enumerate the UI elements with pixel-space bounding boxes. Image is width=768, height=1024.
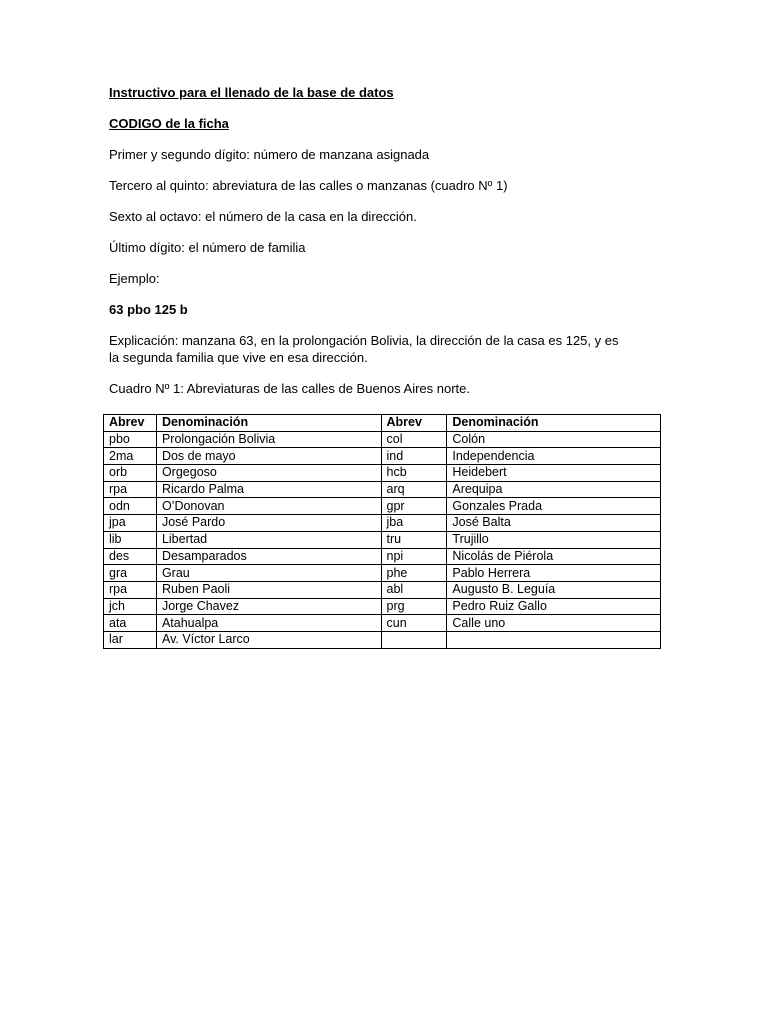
header-abrev-2: Abrev <box>381 415 447 432</box>
instruction-line-2: Tercero al quinto: abreviatura de las calles o manzanas (cuadro Nº 1) <box>109 178 508 193</box>
cell-denominacion: O’Donovan <box>156 498 381 515</box>
table-row <box>104 448 661 465</box>
cell-denominacion: Gonzales Prada <box>447 498 661 515</box>
cell-denominacion: Independencia <box>447 448 661 465</box>
cell-abrev: odn <box>104 498 157 515</box>
cell-abrev: lar <box>104 631 157 648</box>
cell-abrev: phe <box>381 565 447 582</box>
cell-abrev: pbo <box>104 431 157 448</box>
cell-denominacion: Heidebert <box>447 465 661 482</box>
table-row <box>104 581 661 598</box>
cell-denominacion: Atahualpa <box>156 615 381 632</box>
cell-abrev: col <box>381 431 447 448</box>
codigo-heading: CODIGO de la ficha <box>109 116 229 131</box>
instruction-line-3: Sexto al octavo: el número de la casa en la dirección. <box>109 209 417 224</box>
cell-abrev: rpa <box>104 481 157 498</box>
cell-abrev: jch <box>104 598 157 615</box>
cell-denominacion: Dos de mayo <box>156 448 381 465</box>
explanation-text: Explicación: manzana 63, en la prolongación Bolivia, la dirección de la casa es 125, y es la segunda familia que vive en esa dirección. <box>109 333 619 365</box>
table-row <box>104 465 661 482</box>
table-row <box>104 531 661 548</box>
cell-denominacion: Ricardo Palma <box>156 481 381 498</box>
header-denominacion-2: Denominación <box>447 415 661 432</box>
table-body <box>104 431 661 648</box>
document-body <box>109 84 669 397</box>
instruction-line-4: Último dígito: el número de familia <box>109 240 306 255</box>
table-row <box>104 615 661 632</box>
table-header-row <box>104 415 661 432</box>
cell-abrev: ata <box>104 615 157 632</box>
cell-denominacion: Nicolás de Piérola <box>447 548 661 565</box>
cell-abrev: lib <box>104 531 157 548</box>
cell-abrev: orb <box>104 465 157 482</box>
cell-denominacion: Colón <box>447 431 661 448</box>
cell-denominacion: Calle uno <box>447 615 661 632</box>
cell-denominacion: Trujillo <box>447 531 661 548</box>
cell-denominacion: José Pardo <box>156 515 381 532</box>
abbreviations-table <box>103 414 661 649</box>
cell-denominacion: Libertad <box>156 531 381 548</box>
header-denominacion-1: Denominación <box>156 415 381 432</box>
cell-denominacion: Ruben Paoli <box>156 581 381 598</box>
cell-abrev: abl <box>381 581 447 598</box>
cell-denominacion: Grau <box>156 565 381 582</box>
cell-abrev: ind <box>381 448 447 465</box>
cell-abrev: npi <box>381 548 447 565</box>
cell-denominacion: Desamparados <box>156 548 381 565</box>
cell-abrev: hcb <box>381 465 447 482</box>
cell-denominacion <box>447 631 661 648</box>
cell-denominacion: Orgegoso <box>156 465 381 482</box>
cell-abrev: gpr <box>381 498 447 515</box>
cell-abrev: prg <box>381 598 447 615</box>
cell-abrev: gra <box>104 565 157 582</box>
cell-denominacion: Arequipa <box>447 481 661 498</box>
table-row <box>104 481 661 498</box>
example-label: Ejemplo: <box>109 271 160 286</box>
cell-abrev: arq <box>381 481 447 498</box>
cell-abrev: tru <box>381 531 447 548</box>
example-code: 63 pbo 125 b <box>109 302 188 317</box>
table-row <box>104 631 661 648</box>
cell-abrev: jba <box>381 515 447 532</box>
table-row <box>104 431 661 448</box>
cell-abrev: 2ma <box>104 448 157 465</box>
cell-abrev: cun <box>381 615 447 632</box>
table-row <box>104 515 661 532</box>
cell-denominacion: Prolongación Bolivia <box>156 431 381 448</box>
table-row <box>104 498 661 515</box>
cell-abrev: rpa <box>104 581 157 598</box>
cell-denominacion: Jorge Chavez <box>156 598 381 615</box>
cell-denominacion: Pablo Herrera <box>447 565 661 582</box>
cell-denominacion: Augusto B. Leguía <box>447 581 661 598</box>
table-row <box>104 565 661 582</box>
header-abrev-1: Abrev <box>104 415 157 432</box>
cell-denominacion: Av. Víctor Larco <box>156 631 381 648</box>
cell-abrev <box>381 631 447 648</box>
cell-abrev: jpa <box>104 515 157 532</box>
table-caption: Cuadro Nº 1: Abreviaturas de las calles de Buenos Aires norte. <box>109 381 471 396</box>
cell-abrev: des <box>104 548 157 565</box>
table-row <box>104 598 661 615</box>
cell-denominacion: José Balta <box>447 515 661 532</box>
instruction-line-1: Primer y segundo dígito: número de manzana asignada <box>109 147 430 162</box>
table-row <box>104 548 661 565</box>
cell-denominacion: Pedro Ruiz Gallo <box>447 598 661 615</box>
document-title: Instructivo para el llenado de la base de datos <box>109 85 394 100</box>
